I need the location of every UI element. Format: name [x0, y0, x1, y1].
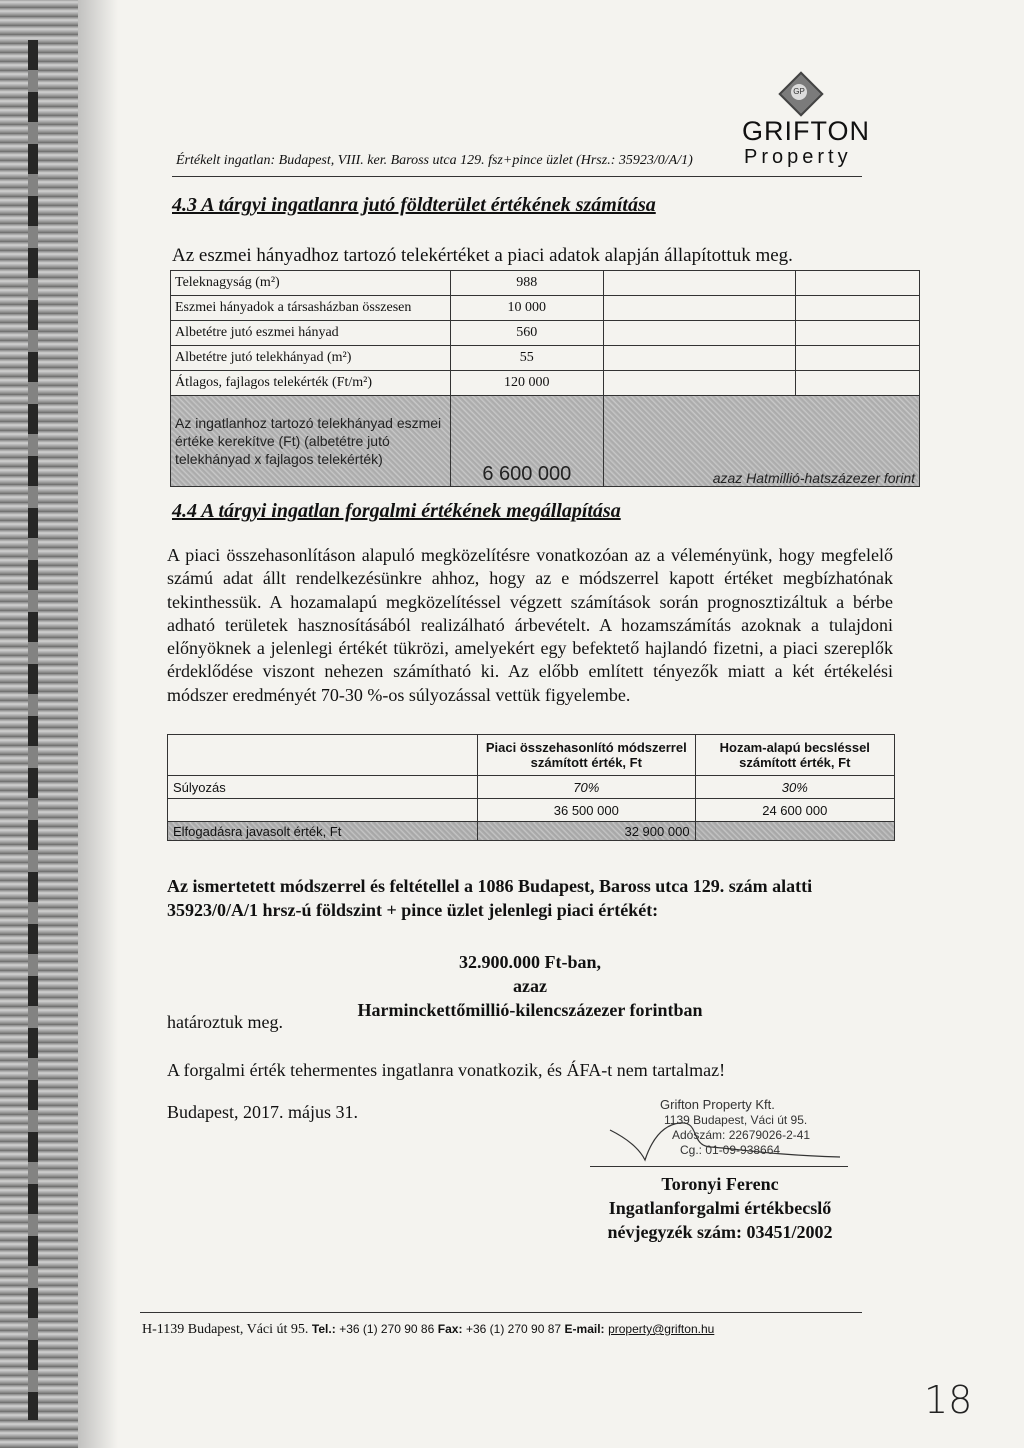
signature-scribble-icon — [600, 1105, 860, 1175]
conclusion-amount: 32.900.000 Ft-ban, — [458, 952, 601, 972]
valuation-weighting-table — [167, 734, 895, 841]
weight-label: Súlyozás — [168, 776, 478, 799]
row-value: 10 000 — [450, 296, 603, 321]
conclusion-line-2: 35923/0/A/1 hrsz-ú földszint + pince üzlet jelenlegi piaci értékét: — [167, 900, 659, 920]
row-label: Albetétre jutó telekhányad (m²) — [171, 346, 451, 371]
table-row — [171, 346, 920, 371]
col-header-income: Hozam-alapú becsléssel számított érték, Ft — [695, 735, 894, 776]
row-value: 55 — [450, 346, 603, 371]
row-value: 560 — [450, 321, 603, 346]
table-header-row — [168, 735, 895, 776]
table-row — [171, 271, 920, 296]
section-4-4-title: 4.4 A tárgyi ingatlan forgalmi értékének megállapítása — [172, 500, 621, 522]
final-value: 32 900 000 — [478, 822, 696, 841]
footer-line — [142, 1322, 714, 1338]
row-value: 988 — [450, 271, 603, 296]
result-label: Az ingatlanhoz tartozó telekhányad eszmei értéke kerekítve (Ft) (albetétre jutó telekhányad x fajlagos telekérték) — [171, 396, 451, 487]
logo-sub: Property — [744, 146, 852, 168]
weight-market: 70% — [478, 776, 696, 799]
row-label: Eszmei hányadok a társasházban összesen — [171, 296, 451, 321]
land-value-table — [170, 270, 920, 487]
table-row — [171, 321, 920, 346]
running-header: Értékelt ingatlan: Budapest, VIII. ker. Baross utca 129. fsz+pince üzlet (Hrsz.: 35923/0/A/1) — [176, 153, 693, 168]
conclusion-line-1: Az ismertetett módszerrel és feltétellel a 1086 Budapest, Baross utca 129. szám alatti — [167, 876, 813, 896]
conclusion-words: Harminckettőmillió-kilencszázezer forintban — [357, 1000, 703, 1020]
table-row — [168, 776, 895, 799]
footer-address: H-1139 Budapest, Váci út 95. — [142, 1322, 309, 1337]
row-label: Teleknagyság (m²) — [171, 271, 451, 296]
vat-note: A forgalmi érték tehermentes ingatlanra vonatkozik, és ÁFA-t nem tartalmaz! — [167, 1060, 726, 1080]
footer-fax-label: Fax: — [437, 1322, 463, 1336]
stamp-line-2: 1139 Budapest, Váci út 95. — [664, 1113, 808, 1127]
signer-registry: névjegyzék szám: 03451/2002 — [607, 1222, 833, 1242]
logo-mark: GP — [791, 84, 807, 100]
table-row — [168, 799, 895, 822]
stamp-line-4: Cg.: 01-09-938664 — [680, 1143, 781, 1157]
section-4-3-intro: Az eszmei hányadhoz tartozó telekértéket a piaci adatok alapján állapítottuk meg. — [172, 245, 793, 266]
logo-name: GRIFTON — [742, 116, 870, 146]
scan-edge-strip — [0, 0, 78, 1448]
stamp-line-3: Adószám: 22679026-2-41 — [672, 1128, 811, 1142]
table-row — [171, 371, 920, 396]
header-rule — [172, 176, 862, 177]
signer-title: Ingatlanforgalmi értékbecslő — [608, 1198, 832, 1218]
weight-income: 30% — [695, 776, 894, 799]
footer-fax: +36 (1) 270 90 87 — [465, 1322, 562, 1336]
col-header-market: Piaci összehasonlító módszerrel számított érték, Ft — [478, 735, 696, 776]
result-row — [171, 396, 920, 487]
section-4-3-title: 4.3 A tárgyi ingatlanra jutó földterület értékének számítása — [172, 194, 656, 216]
footer-email[interactable]: property@grifton.hu — [608, 1322, 715, 1336]
footer-email-label: E-mail: — [564, 1322, 605, 1336]
value-market: 36 500 000 — [478, 799, 696, 822]
row-label: Albetétre jutó eszmei hányad — [171, 321, 451, 346]
section-4-4-paragraph: A piaci összehasonlításon alapuló megközelítésre vonatkozóan az a véleményünk, hogy megfelelő számú adat állt rendelkezésünkre ahhoz, hogy az e módszerrel kapott értéket megbízhatónak tekinthessük. A hozamalapú megközelítéssel végzett számítások során prognosztizáltuk a bérbe adható területek hasznosításából realizálható árbevételt. A hozamszámítás azoknak a tulajdoni előnyöknek a jelenlegi értékét tükrözi, amelyekért egy befektető hajlandó fizetni, a piaci szereplők érdeklődése viszont nehezen számítható ki. Az előbb említett tényezők miatt a két értékelési módszer eredményét 70-30 %-os súlyozással vettük figyelembe. — [167, 545, 893, 705]
stamp-line-1: Grifton Property Kft. — [660, 1097, 775, 1112]
value-income: 24 600 000 — [695, 799, 894, 822]
result-value: 6 600 000 — [450, 396, 603, 487]
conclusion-azaz: azaz — [513, 976, 547, 996]
place-date: Budapest, 2017. május 31. — [167, 1102, 358, 1122]
scan-edge-shadow — [78, 0, 118, 1448]
row-label: Átlagos, fajlagos telekérték (Ft/m²) — [171, 371, 451, 396]
footer-tel-label: Tel.: — [311, 1322, 336, 1336]
page-number: 18 — [924, 1378, 973, 1422]
row-value: 120 000 — [450, 371, 603, 396]
signer-name: Toronyi Ferenc — [661, 1174, 779, 1194]
footer-rule — [140, 1312, 862, 1313]
conclusion-hataroztuk: határoztuk meg. — [167, 1012, 283, 1032]
signature-line — [590, 1166, 848, 1167]
final-label: Elfogadásra javasolt érték, Ft — [168, 822, 478, 841]
final-row — [168, 822, 895, 841]
table-row — [171, 296, 920, 321]
result-words: azaz Hatmillió-hatszázezer forint — [603, 396, 919, 487]
footer-tel: +36 (1) 270 90 86 — [339, 1322, 435, 1336]
